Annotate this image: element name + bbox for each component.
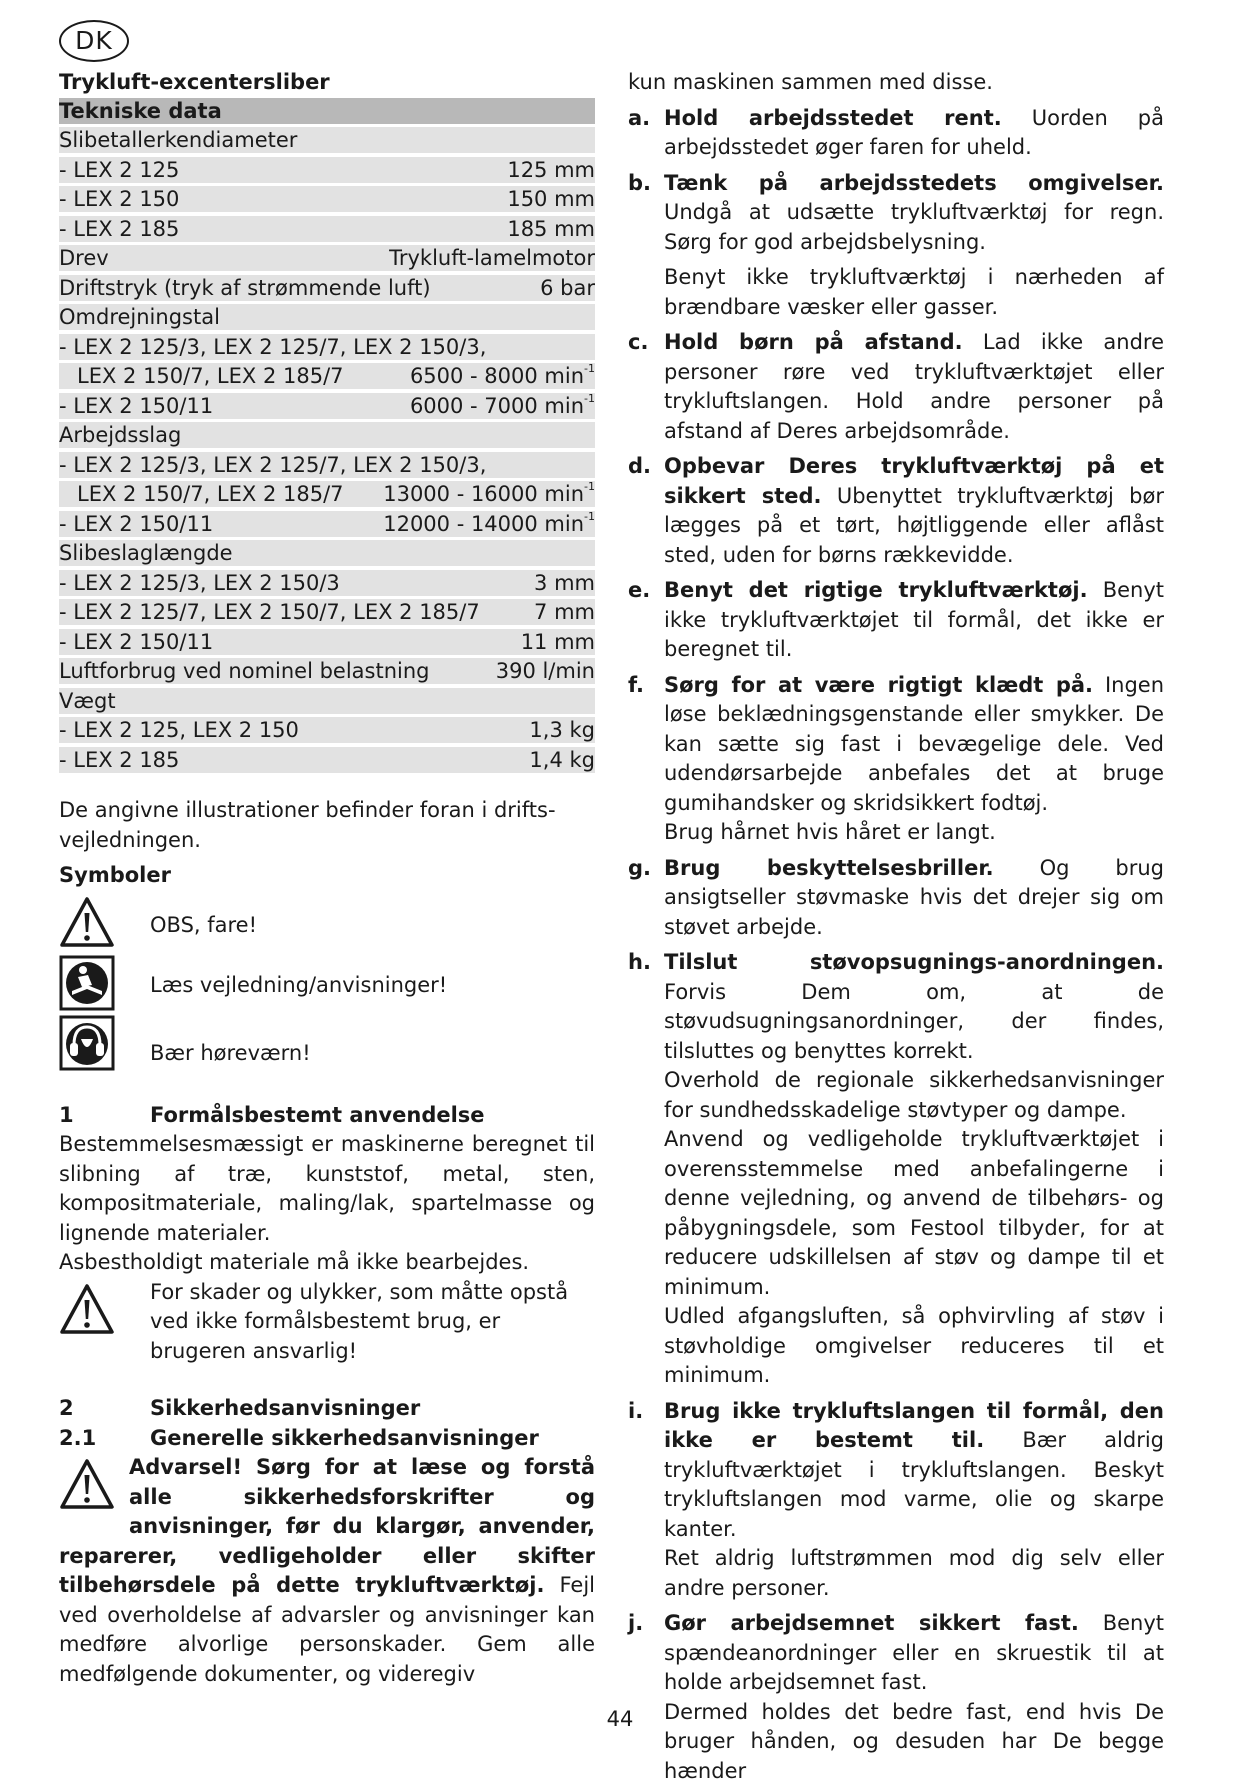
intro-line: kun maskinen sammen med disse.	[628, 70, 993, 94]
item-text: Forvis Dem om, at de støvudsugningsanordninger, der findes, tilsluttes og benyttes korrekt.	[664, 979, 1164, 1063]
item-text: Ingen løse beklædningsgenstande eller smykker. De kan sætte sig fast i bevægelige dele. Ved udendørsarbejde anbefales det at bruge gumihandsker og skridsikkert fodtøj.	[664, 672, 1164, 815]
table-row	[59, 599, 595, 625]
table-row	[59, 688, 595, 714]
section-title: Generelle sikkerhedsanvisninger	[150, 1425, 539, 1450]
illustrations-note: De angivne illustrationer befinder foran i drifts-vejledningen.	[59, 798, 556, 852]
safety-list	[628, 104, 1164, 1787]
table-value	[534, 570, 595, 596]
table-key: Omdrejningstal	[59, 305, 220, 329]
safety-item	[628, 169, 1164, 323]
item-text: Bær aldrig trykluftværktøjet i trykluftslangen. Beskyt trykluftslangen mod varme, olie og skarpe kanter.	[664, 1428, 1165, 1541]
table-value-text: 6500 - 8000 min	[409, 364, 585, 388]
warning-text: For skader og ulykker, som måtte opstå ved ikke formålsbestemt brug, er brugeren ansvarlig!	[150, 1279, 569, 1363]
table-key: - LEX 2 150/11	[59, 629, 214, 654]
table-key: - LEX 2 125/3, LEX 2 125/7, LEX 2 150/3,	[59, 334, 487, 359]
safety-item	[628, 104, 1164, 163]
left-column	[59, 68, 595, 1689]
table-value-text: 125 mm	[507, 157, 595, 182]
item-letter: b.	[628, 170, 652, 195]
symbol-label: OBS, fare!	[150, 912, 258, 937]
table-value	[534, 599, 595, 625]
item-letter: g.	[628, 855, 652, 880]
item-body	[664, 854, 1164, 943]
section1-asbestos: Asbestholdigt materiale må ikke bearbejdes.	[59, 1250, 530, 1274]
safety-item	[628, 576, 1164, 665]
table-row	[59, 393, 595, 419]
table-value	[496, 658, 595, 684]
unit-exponent: -1	[584, 362, 595, 375]
table-value	[410, 363, 595, 389]
table-key: - LEX 2 185	[59, 216, 180, 241]
table-row	[59, 334, 595, 360]
symbol-row	[59, 955, 595, 1015]
table-row	[59, 186, 595, 212]
safety-item	[628, 854, 1164, 943]
item-extra: Ret aldrig luftstrømmen mod dig selv eller andre personer.	[664, 1546, 1164, 1600]
item-text: Benyt spændeanordninger eller en skruestik til at holde arbejdsemnet fast.	[664, 1611, 1164, 1694]
table-row	[59, 422, 595, 448]
item-text: Ubenyttet trykluftværktøj bør lægges på et tørt, højtliggende eller aflåst sted, uden for børns rækkevidde.	[664, 483, 1164, 567]
section21-heading	[59, 1424, 595, 1454]
language-badge: DK	[59, 20, 129, 62]
table-key: Vægt	[59, 688, 116, 713]
table-key: Luftforbrug ved nominel belastning	[59, 659, 430, 683]
general-warning	[59, 1453, 595, 1689]
safety-item	[628, 1609, 1164, 1786]
table-row	[59, 157, 595, 183]
table-key: Drev	[59, 246, 109, 270]
section-title: Formålsbestemt anvendelse	[150, 1102, 485, 1127]
item-body	[664, 671, 1164, 819]
page-number: 44	[606, 1707, 634, 1731]
table-row	[59, 747, 595, 773]
unit-exponent: -1	[584, 391, 595, 405]
item-bold-lead: Gør arbejdsemnet sikkert fast.	[664, 1611, 1079, 1635]
item-body	[664, 576, 1164, 665]
warning-rest: Fejl ved overholdelse af advarsler og anvisninger kan medføre alvorlige personskader. Gem alle medfølgende dokumenter, og videregiv	[59, 1573, 595, 1686]
table-row	[59, 452, 595, 478]
item-text: Og brug ansigtseller støvmaske hvis det drejer sig om støvet arbejde.	[664, 855, 1164, 939]
section1-heading	[59, 1101, 595, 1131]
table-value	[507, 157, 595, 183]
table-value-text: 12000 - 14000 min	[383, 511, 585, 536]
section-number: 2.1	[59, 1425, 97, 1450]
item-bold-lead: Opbevar Deres trykluftværktøj på et sikkert sted.	[664, 454, 1164, 508]
table-value	[540, 275, 595, 301]
table-value	[529, 717, 595, 743]
item-text: Benyt ikke trykluftværktøjet til formål, det ikke er beregnet til.	[664, 578, 1164, 661]
table-value	[507, 216, 595, 242]
item-body	[664, 328, 1164, 446]
table-row	[59, 570, 595, 596]
item-body	[664, 452, 1164, 570]
table-row	[59, 304, 595, 330]
item-extra: Udled afgangsluften, så ophvirvling af støv i støvholdige omgivelser reduceres til et minimum.	[664, 1304, 1164, 1387]
table-value-text: 7 mm	[534, 600, 595, 624]
warning-paragraph	[59, 1453, 595, 1689]
table-key: Arbejdsslag	[59, 423, 182, 447]
item-letter: c.	[628, 330, 649, 354]
item-bold-lead: Sørg for at være rigtigt klædt på.	[664, 672, 1094, 697]
read-manual-icon	[59, 955, 115, 1011]
item-letter: a.	[628, 105, 651, 130]
symbols-heading: Symboler	[59, 863, 171, 887]
ear-protection-icon	[59, 1015, 115, 1071]
table-value	[521, 629, 595, 655]
table-key: - LEX 2 150/11	[59, 393, 214, 418]
table-key: - LEX 2 125/3, LEX 2 150/3	[59, 570, 340, 595]
table-key: - LEX 2 125/7, LEX 2 150/7, LEX 2 185/7	[59, 600, 480, 624]
warning-triangle-icon	[59, 1282, 115, 1338]
item-text: Undgå at udsætte trykluftværktøj for regn. Sørg for god arbejdsbelysning.	[664, 200, 1164, 254]
item-body	[664, 104, 1164, 163]
table-key: - LEX 2 125	[59, 157, 180, 182]
table-row	[59, 127, 595, 153]
item-bold-lead: Tilslut støvopsugnings-anordningen.	[664, 950, 1164, 974]
section1-warning	[59, 1278, 595, 1367]
table-row	[59, 717, 595, 743]
item-extra: Anvend og vedligeholde trykluftværktøjet i overensstemmelse med anbefalingerne i denne vejledning, og anvend de tilbehørs- og påbygningsdele, som Festool tilbyder, for at reducere udskillelsen af støv og dampe til et minimum.	[664, 1127, 1164, 1299]
table-value-text: 11 mm	[520, 629, 595, 654]
table-key: LEX 2 150/7, LEX 2 185/7	[77, 364, 344, 388]
item-text: Uorden på arbejdsstedet øger faren for uheld.	[664, 105, 1164, 159]
table-value-text: 150 mm	[507, 187, 595, 211]
table-key: Slibeslaglængde	[59, 541, 233, 565]
item-extra: Benyt ikke trykluftværktøj i nærheden af brændbare væsker eller gasser.	[664, 265, 1164, 319]
table-value	[383, 511, 595, 537]
item-bold-lead: Hold arbejdsstedet rent.	[664, 105, 1002, 130]
table-value-text: 390 l/min	[495, 659, 595, 683]
symbol-row	[59, 895, 595, 955]
table-value-text: Trykluft-lamelmotor	[389, 246, 595, 270]
section2-heading	[59, 1394, 595, 1424]
item-body	[664, 1397, 1164, 1545]
item-bold-lead: Hold børn på afstand.	[664, 330, 963, 354]
right-column	[628, 68, 1164, 1792]
table-key: - LEX 2 125/3, LEX 2 125/7, LEX 2 150/3,	[59, 452, 487, 477]
table-row	[59, 658, 595, 684]
table-row	[59, 481, 595, 507]
table-value	[507, 186, 595, 212]
section-number: 2	[59, 1396, 74, 1420]
item-letter: i.	[628, 1398, 644, 1423]
symbol-row	[59, 1015, 595, 1087]
unit-exponent: -1	[584, 509, 595, 523]
warning-bold: Advarsel! Sørg for at læse og forstå alle sikkerhedsforskrifter og anvisninger, før du klargør, anvender, reparerer, vedligeholder eller skifter tilbehørsdele på dette trykluftværktøj.	[59, 1455, 595, 1597]
table-row	[59, 629, 595, 655]
table-value	[529, 747, 595, 773]
table-value-text: 185 mm	[507, 216, 595, 241]
table-key: - LEX 2 150/11	[59, 511, 214, 536]
table-key: - LEX 2 185	[59, 747, 180, 772]
item-bold-lead: Brug beskyttelsesbriller.	[664, 855, 994, 880]
item-bold-lead: Benyt det rigtige trykluftværktøj.	[664, 578, 1088, 602]
table-row	[59, 245, 595, 271]
item-extra: Brug hårnet hvis håret er langt.	[664, 820, 996, 844]
warning-triangle-icon	[59, 1457, 115, 1513]
section-number: 1	[59, 1102, 74, 1127]
tech-data-header: Tekniske data	[59, 98, 595, 124]
unit-exponent: -1	[584, 480, 595, 493]
item-letter: e.	[628, 578, 651, 602]
safety-item	[628, 328, 1164, 446]
item-text: Lad ikke andre personer røre ved trykluftværktøjet eller trykluftslangen. Hold andre personer på afstand af Deres arbejdsområde.	[664, 330, 1164, 443]
section-title: Sikkerhedsanvisninger	[150, 1396, 421, 1420]
section1-body: Bestemmelsesmæssigt er maskinerne beregnet til slibning af træ, kunststof, metal, sten, kompositmateriale, maling/lak, spartelmasse og lignende materialer.	[59, 1132, 595, 1245]
table-value	[410, 393, 595, 419]
table-value-text: 1,3 kg	[529, 718, 595, 742]
symbol-label: Bær høreværn!	[150, 1040, 311, 1065]
safety-item	[628, 1397, 1164, 1604]
table-row	[59, 540, 595, 566]
table-key: LEX 2 150/7, LEX 2 185/7	[77, 482, 344, 506]
item-letter: f.	[628, 672, 644, 697]
table-value-text: 1,4 kg	[529, 747, 595, 772]
table-key: - LEX 2 150	[59, 187, 180, 211]
table-value-text: 3 mm	[534, 570, 595, 595]
tech-data-table	[59, 127, 595, 773]
table-value-text: 13000 - 16000 min	[383, 482, 585, 506]
symbol-label: Læs vejledning/anvisninger!	[150, 972, 448, 997]
item-letter: d.	[628, 454, 652, 478]
table-value	[389, 245, 595, 271]
item-extra: Dermed holdes det bedre fast, end hvis De bruger hånden, og desuden har De begge hænder	[664, 1699, 1164, 1783]
item-body	[664, 948, 1164, 1066]
table-row	[59, 363, 595, 389]
table-row	[59, 511, 595, 537]
table-row	[59, 216, 595, 242]
safety-item	[628, 948, 1164, 1391]
item-extra: Overhold de regionale sikkerhedsanvisninger for sundhedsskadelige støvtyper og dampe.	[664, 1068, 1164, 1122]
item-letter: j.	[628, 1611, 644, 1635]
safety-item	[628, 671, 1164, 848]
table-row	[59, 275, 595, 301]
safety-item	[628, 452, 1164, 570]
item-body	[664, 169, 1164, 258]
table-key: Driftstryk (tryk af strømmende luft)	[59, 275, 431, 300]
table-key: - LEX 2 125, LEX 2 150	[59, 718, 299, 742]
item-letter: h.	[628, 950, 651, 974]
warning-triangle-icon	[59, 895, 115, 951]
table-value-text: 6000 - 7000 min	[409, 393, 585, 418]
item-body	[664, 1609, 1164, 1698]
item-bold-lead: Tænk på arbejdsstedets omgivelser.	[664, 170, 1164, 195]
product-title: Trykluft-excentersliber	[59, 70, 330, 94]
item-bold-lead: Brug ikke trykluftslangen til formål, den ikke er bestemt til.	[664, 1398, 1164, 1452]
table-value	[383, 481, 595, 507]
table-key: Slibetallerkendiameter	[59, 128, 298, 152]
table-value-text: 6 bar	[540, 275, 595, 300]
